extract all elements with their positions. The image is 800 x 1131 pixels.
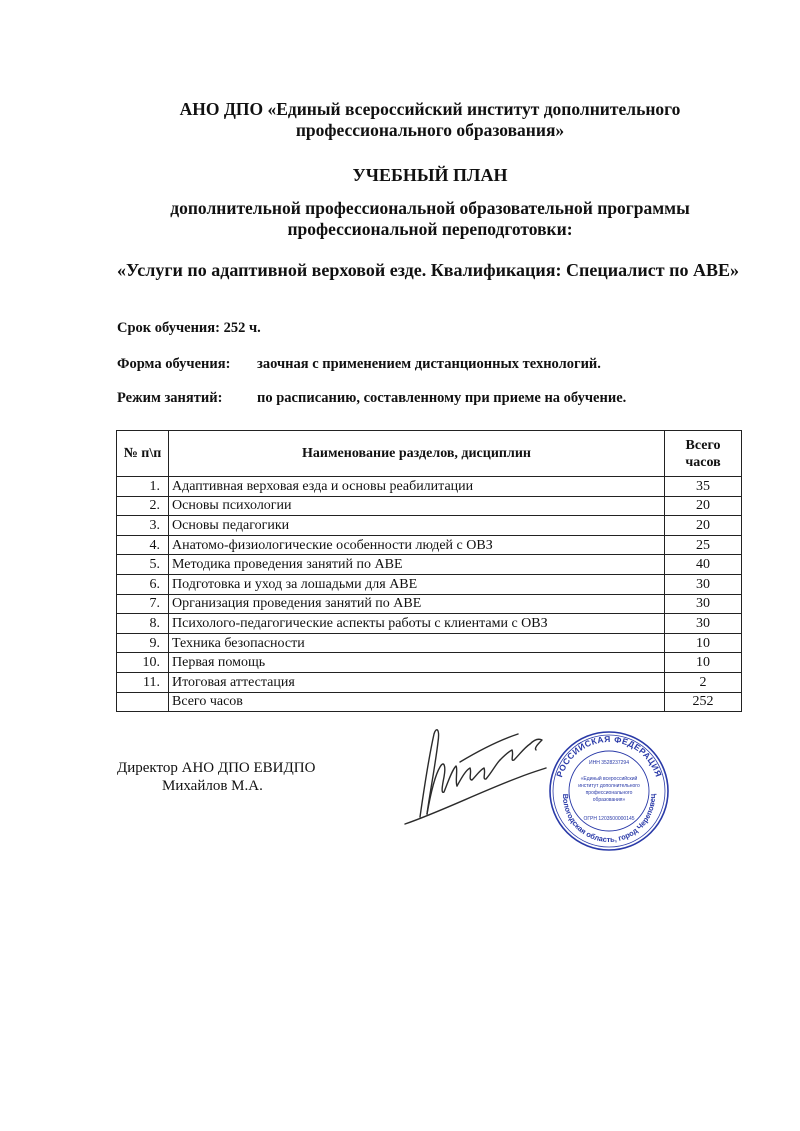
table-header-row [117, 431, 742, 477]
row-discipline: Итоговая аттестация [169, 672, 665, 692]
column-header-name: Наименование разделов, дисциплин [169, 431, 665, 477]
stamp-ogrn: ОГРН 1203500000145 [583, 816, 635, 822]
stamp-center-line2: институт дополнительного [578, 783, 640, 789]
stamp-center-line1: «Единый всероссийский [580, 776, 638, 782]
stamp-bottom-text: Вологодская область, город Череповец [560, 793, 658, 845]
table-row [117, 496, 742, 516]
row-hours: 20 [665, 496, 742, 516]
row-hours: 35 [665, 477, 742, 497]
row-discipline: Психолого-педагогические аспекты работы с клиентами с ОВЗ [169, 614, 665, 634]
row-hours: 30 [665, 614, 742, 634]
total-label: Всего часов [169, 692, 665, 712]
row-hours: 30 [665, 594, 742, 614]
row-discipline: Подготовка и уход за лошадьми для АВЕ [169, 574, 665, 594]
row-number: 9. [117, 633, 169, 653]
table-row [117, 535, 742, 555]
row-discipline: Техника безопасности [169, 633, 665, 653]
row-discipline: Основы психологии [169, 496, 665, 516]
row-discipline: Методика проведения занятий по АВЕ [169, 555, 665, 575]
table-row [117, 594, 742, 614]
program-type [100, 198, 760, 240]
stamp-inn: ИНН 3528237294 [588, 760, 630, 766]
row-discipline: Организация проведения занятий по АВЕ [169, 594, 665, 614]
program-type-line1: дополнительной профессиональной образовательной программы [170, 198, 690, 218]
table-row [117, 555, 742, 575]
table-row [117, 516, 742, 536]
row-discipline: Основы педагогики [169, 516, 665, 536]
stamp-center-line4: образования» [592, 797, 626, 803]
table-row [117, 477, 742, 497]
study-duration: Срок обучения: 252 ч. [117, 320, 261, 336]
organization-title [100, 99, 760, 141]
column-header-hours [665, 431, 742, 477]
program-name: «Услуги по адаптивной верховой езде. Квалификация: Специалист по АВЕ» [117, 260, 739, 280]
table-row [117, 633, 742, 653]
table-row [117, 672, 742, 692]
table-row [117, 653, 742, 673]
stamp-outer-text: РОССИЙСКАЯ ФЕДЕРАЦИЯ [554, 733, 664, 779]
row-number: 5. [117, 555, 169, 575]
study-form [117, 356, 601, 373]
row-hours: 20 [665, 516, 742, 536]
program-type-line2: профессиональной переподготовки: [287, 219, 573, 239]
study-form-value: заочная с применением дистанционных технологий. [257, 356, 601, 372]
director-block [117, 759, 315, 795]
row-hours: 25 [665, 535, 742, 555]
row-discipline: Анатомо-физиологические особенности людей с ОВЗ [169, 535, 665, 555]
director-signature [400, 722, 550, 832]
row-number: 3. [117, 516, 169, 536]
row-hours: 40 [665, 555, 742, 575]
row-discipline: Первая помощь [169, 653, 665, 673]
row-hours: 2 [665, 672, 742, 692]
row-hours: 10 [665, 653, 742, 673]
stamp-center-line3: профессионального [585, 790, 633, 796]
row-hours: 10 [665, 633, 742, 653]
table-row [117, 574, 742, 594]
row-hours: 30 [665, 574, 742, 594]
column-header-number: № п\п [117, 431, 169, 477]
row-number: 2. [117, 496, 169, 516]
row-number: 10. [117, 653, 169, 673]
column-header-hours-line2: часов [685, 454, 721, 470]
row-number: 4. [117, 535, 169, 555]
study-form-label: Форма обучения: [117, 356, 231, 372]
study-mode [117, 390, 627, 407]
row-number: 1. [117, 477, 169, 497]
study-mode-value: по расписанию, составленному при приеме на обучение. [257, 390, 627, 406]
row-number: 6. [117, 574, 169, 594]
curriculum-table [116, 430, 742, 712]
organization-title-line2: профессионального образования» [295, 120, 565, 140]
row-number: 7. [117, 594, 169, 614]
study-mode-label: Режим занятий: [117, 390, 223, 406]
row-number: 8. [117, 614, 169, 634]
table-row [117, 614, 742, 634]
row-number: 11. [117, 672, 169, 692]
director-name: Михайлов М.А. [162, 778, 263, 794]
document-title: УЧЕБНЫЙ ПЛАН [352, 165, 508, 185]
director-title: Директор АНО ДПО ЕВИДПО [117, 760, 316, 776]
total-row-number [117, 692, 169, 712]
row-discipline: Адаптивная верховая езда и основы реабилитации [169, 477, 665, 497]
organization-stamp [548, 730, 670, 852]
total-hours: 252 [665, 692, 742, 712]
table-total-row [117, 692, 742, 712]
organization-title-line1: АНО ДПО «Единый всероссийский институт дополнительного [179, 99, 681, 119]
column-header-hours-line1: Всего [685, 437, 721, 453]
